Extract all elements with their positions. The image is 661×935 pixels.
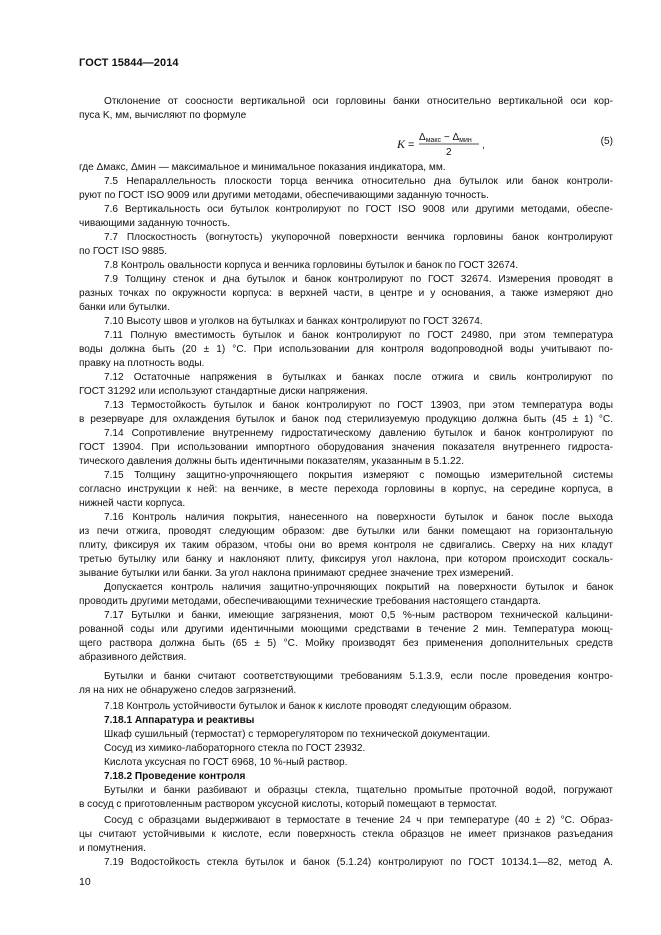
paragraph-line: ля на них не обнаружено следов загрязнений. (79, 685, 297, 696)
paragraph-line: проводить другими методами, обеспечивающими технические требования настоящего стандарта. (79, 596, 541, 607)
paragraph-line: тического давления должны быть идентичными показателям, указанным в 5.1.22. (79, 456, 465, 467)
paragraph-line: 7.19 Водостойкость стекла бутылок и банок (5.1.24) контролируют по ГОСТ 10134.1—82, метод А. (104, 857, 613, 868)
svg-text:2: 2 (446, 147, 452, 158)
paragraph-line: Сосуд из химико-лабораторного стекла по ГОСТ 23932. (104, 743, 366, 754)
paragraph-line: плиту, фиксируя их таким образом, чтобы они во время контроля не сдвигались. Сверху на них кладут (79, 540, 613, 551)
paragraph-line: рованной соды или другими идентичными моющими средствами в течение 2 мин. Температура моющ- (79, 624, 613, 635)
paragraph-line: цы считают устойчивыми к кислоте, если поверхность стекла образцов не имеет признаков разъедания (79, 829, 613, 840)
paragraph-line: руют по ГОСТ ISO 9009 или другими методами, обеспечивающими заданную точность. (79, 190, 489, 201)
paragraph-line: нижней части корпуса. (79, 498, 186, 509)
paragraph-line: 7.16 Контроль наличия покрытия, нанесенного на поверхности бутылок и банок после выхода (104, 512, 613, 523)
paragraph-line: 7.14 Сопротивление внутреннему гидростатическому давлению бутылок и банок контролируют по (104, 428, 613, 439)
paragraph-line: 7.10 Высоту швов и уголков на бутылках и банках контролируют по ГОСТ 32674. (104, 316, 483, 327)
paragraph-line: пуса K, мм, вычисляют по формуле (79, 110, 247, 121)
paragraph-line: Отклонение от соосности вертикальной оси горловины банки относительно вертикальной оси кор- (104, 96, 613, 107)
paragraph-line: Бутылки и банки разбивают и образцы стекла, тщательно промытые проточной водой, погружают (104, 785, 613, 796)
paragraph-line: чивающими заданную точность. (79, 218, 231, 229)
paragraph-line: ГОСТ 31292 или используют стандартные диски напряжения. (79, 386, 368, 397)
paragraph-line: 7.15 Толщину защитно-упрочняющего покрытия измеряют с помощью измерительной системы (104, 470, 613, 481)
formula-5 (79, 128, 613, 160)
paragraph-line: щего раствора должна быть (65 ± 5) °С. Мойку производят без применения дополнительных средств (79, 638, 613, 649)
paragraph-line: Допускается контроль наличия защитно-упрочняющих покрытий на поверхности бутылок и банок (104, 582, 613, 593)
paragraph-line: Бутылки и банки считают соответствующими требованиям 5.1.3.9, если после проведения контро- (104, 671, 613, 682)
paragraph-line: третью бутылку или банку и наклоняют плиту, фиксируя угол наклона, при котором происходит соскаль- (79, 554, 613, 565)
paragraph-line: 7.18 Контроль устойчивости бутылок и банок к кислоте проводят следующим образом. (104, 701, 512, 712)
paragraph-line: в резервуаре для охлаждения бутылок и банок под стерилизуемую продукцию должна быть (45 ± 1) °С. (79, 414, 613, 425)
paragraph-line: 7.6 Вертикальность оси бутылок контролируют по ГОСТ ISO 9008 или другими методами, обеспе- (104, 204, 613, 215)
page-header: ГОСТ 15844—2014 (79, 57, 179, 69)
paragraph-line: банки или бутылки. (79, 302, 170, 313)
paragraph-line: Шкаф сушильный (термостат) с терморегулятором по технической документации. (104, 729, 491, 740)
svg-text:Δмакс − Δмин: $\Delta_{макс} - \Delta_{мин}$ (419, 132, 472, 144)
paragraph-line: в сосуд с приготовленным раствором уксусной кислоты, который помещают в термостат. (79, 799, 498, 810)
paragraph-line: 7.9 Толщину стенок и дна бутылок и банок контролируют по ГОСТ 32674. Измерения проводят в (104, 274, 613, 285)
page-number: 10 (79, 876, 91, 888)
paragraph-line: по ГОСТ ISO 9885. (79, 246, 168, 257)
paragraph-line: 7.5 Непараллельность плоскости торца венчика относительно дна бутылок или банок контроли- (104, 176, 613, 187)
paragraph-line: и помутнения. (79, 843, 146, 854)
paragraph-line: 7.7 Плоскостность (вогнутость) укупорочной поверхности венчика горловины банок контролируют (104, 232, 613, 243)
paragraph-line: согласно инструкции к ней: на венчике, в месте перехода горловины в корпус, на середине корпуса, в (79, 484, 613, 495)
section-heading: 7.18.1 Аппаратура и реактивы (104, 715, 255, 726)
paragraph-line: зывание бутылки или банки. За угол наклона принимают среднее значение трех измерений. (79, 568, 514, 579)
svg-text:,: , (482, 140, 485, 151)
paragraph-line: где Δмакс, Δмин — максимальное и минимальное показания индикатора, мм. (79, 162, 446, 173)
paragraph-line: абразивного действия. (79, 652, 187, 663)
paragraph-line: 7.11 Полную вместимость бутылок и банок контролируют по ГОСТ 24980, при этом температура (104, 330, 613, 341)
paragraph-line: из печи отжига, проводят следующим образом: две бутылки или банки помещают на горизонтальную (79, 526, 613, 537)
svg-text:K: K (397, 137, 406, 151)
formula-number: (5) (600, 136, 613, 147)
section-heading: 7.18.2 Проведение контроля (104, 771, 246, 782)
paragraph-line: воды должна быть (20 ± 1) °С. При использовании для контроля водопроводной воды учитывают по- (79, 344, 613, 355)
paragraph-line: Сосуд с образцами выдерживают в термостате в течение 24 ч при температуре (40 ± 2) °С. Образ- (104, 815, 613, 826)
paragraph-line: правку на плотность воды. (79, 358, 205, 369)
svg-text:=: = (408, 139, 415, 151)
paragraph-line: ГОСТ 13904. При использовании импортного оборудования значения показателя внутреннего гидроста- (79, 442, 613, 453)
paragraph-line: 7.8 Контроль овальности корпуса и венчика горловины бутылок и банок по ГОСТ 32674. (104, 260, 519, 271)
paragraph-line: 7.13 Термостойкость бутылок и банок контролируют по ГОСТ 13903, при этом температура воды (104, 400, 613, 411)
paragraph-line: Кислота уксусная по ГОСТ 6968, 10 %-ный раствор. (104, 757, 348, 768)
paragraph-line: 7.12 Остаточные напряжения в бутылках и банках после отжига и свиль контролируют по (104, 372, 613, 383)
paragraph-line: 7.17 Бутылки и банки, имеющие загрязнения, моют 0,5 %-ным раствором технической кальцини- (104, 610, 613, 621)
paragraph-line: разных точках по окружности корпуса: в верхней части, в центре и у основания, а также измеряют дно (79, 288, 613, 299)
